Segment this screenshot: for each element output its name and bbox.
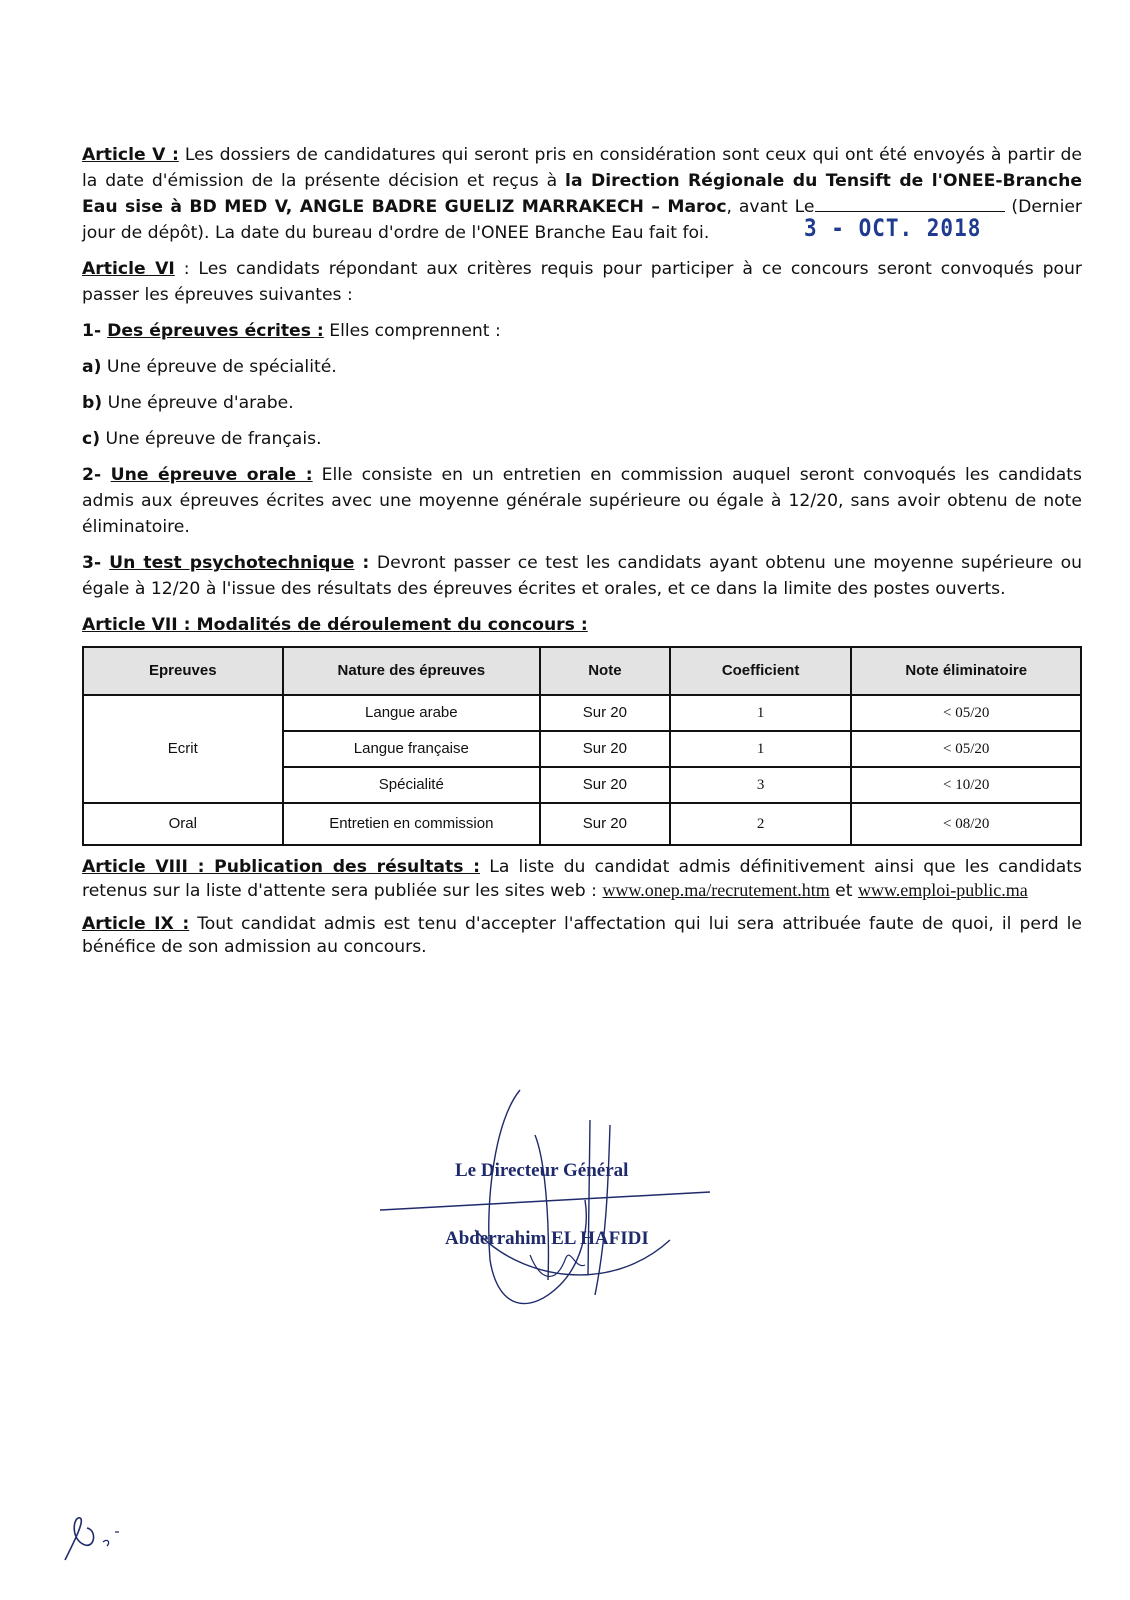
- initials-mark: [55, 1510, 145, 1570]
- date-blank: [815, 195, 1005, 212]
- article-7: [82, 612, 1082, 638]
- item-1: 1- Des épreuves écrites : Elles comprennent :: [82, 321, 501, 341]
- table-row: [83, 695, 1081, 731]
- item-a: a) Une épreuve de spécialité.: [82, 357, 337, 377]
- table-header: Note éliminatoire: [851, 647, 1081, 695]
- item-c: c) Une épreuve de français.: [82, 429, 322, 449]
- table-header: Note: [540, 647, 670, 695]
- table-cell: Entretien en commission: [283, 803, 540, 845]
- table-cell: Spécialité: [283, 767, 540, 803]
- item-2: 2- Une épreuve orale : Elle consiste en un entretien en commission auquel seront convoqués les candidats admis aux épreuves écrites avec une moyenne générale supérieure ou égale à 12/20, sans avoir obtenu de note éliminatoire.: [82, 465, 1083, 537]
- item-3: 3- Un test psychotechnique : Devront passer ce test les candidats ayant obtenu une moyenne supérieure ou égale à 12/20 à l'issue des résultats des épreuves écrites et orales, et ce dans la limite des postes ouverts.: [82, 553, 1083, 599]
- table-header-row: [83, 647, 1081, 695]
- table-cell: 2: [670, 803, 852, 845]
- table-cell: Langue arabe: [283, 695, 540, 731]
- article-7-label: Article VII : Modalités de déroulement du concours :: [82, 615, 588, 635]
- group-cell: Ecrit: [83, 695, 283, 803]
- group-cell: Oral: [83, 803, 283, 845]
- table-cell: < 10/20: [851, 767, 1081, 803]
- link-emploi-public[interactable]: www.emploi-public.ma: [857, 880, 1028, 900]
- article-6-label: Article VI: [82, 259, 175, 279]
- date-stamp: 3 - OCT. 2018: [804, 214, 982, 242]
- signatory-title: Le Directeur Général: [455, 1160, 629, 1181]
- table-cell: < 05/20: [851, 695, 1081, 731]
- table-cell: 1: [670, 731, 852, 767]
- table-cell: Sur 20: [540, 731, 670, 767]
- exam-table: [82, 646, 1082, 846]
- signatory-name: Abderrahim EL HAFIDI: [445, 1228, 649, 1249]
- table-cell: < 08/20: [851, 803, 1081, 845]
- signature-scribble: [380, 1080, 740, 1330]
- table-cell: 3: [670, 767, 852, 803]
- table-row: [83, 803, 1081, 845]
- article-8: Article VIII : Publication des résultats : La liste du candidat admis définitivement ainsi que les candidats retenus sur la liste d'attente sera publiée sur les sites web : www.onep.ma/recrutement.htm et www.emploi-public.ma: [82, 857, 1082, 901]
- document-body: [82, 142, 1082, 959]
- table-header: Coefficient: [670, 647, 852, 695]
- article-6: Article VI : Les candidats répondant aux critères requis pour participer à ce concours seront convoqués pour passer les épreuves suivantes :: [82, 259, 1082, 305]
- table-cell: 1: [670, 695, 852, 731]
- table-header: Nature des épreuves: [283, 647, 540, 695]
- link-onep[interactable]: www.onep.ma/recrutement.htm: [602, 880, 830, 900]
- article-9: Article IX : Tout candidat admis est tenu d'accepter l'affectation qui lui sera attribuée faute de quoi, il perd le bénéfice de son admission au concours.: [82, 914, 1082, 957]
- article-8-label: Article VIII : Publication des résultats :: [82, 857, 481, 877]
- article-9-label: Article IX :: [82, 914, 190, 934]
- item-b: b) Une épreuve d'arabe.: [82, 393, 294, 413]
- table-header: Epreuves: [83, 647, 283, 695]
- table-cell: Sur 20: [540, 767, 670, 803]
- table-cell: Sur 20: [540, 803, 670, 845]
- article-5-label: Article V :: [82, 145, 179, 165]
- table-cell: Sur 20: [540, 695, 670, 731]
- table-cell: < 05/20: [851, 731, 1081, 767]
- article-5: Article V : Les dossiers de candidatures qui seront pris en considération sont ceux qui ont été envoyés à partir de la date d'émission de la présente décision et reçus à la Direction Régionale du Tensift de l'ONEE-Branche Eau sise à BD MED V, ANGLE BADRE GUELIZ MARRAKECH – Maroc, avant Le (Dernier jour de dépôt). La date du bureau d'ordre de l'ONEE Branche Eau fait foi.: [82, 145, 1082, 243]
- table-cell: Langue française: [283, 731, 540, 767]
